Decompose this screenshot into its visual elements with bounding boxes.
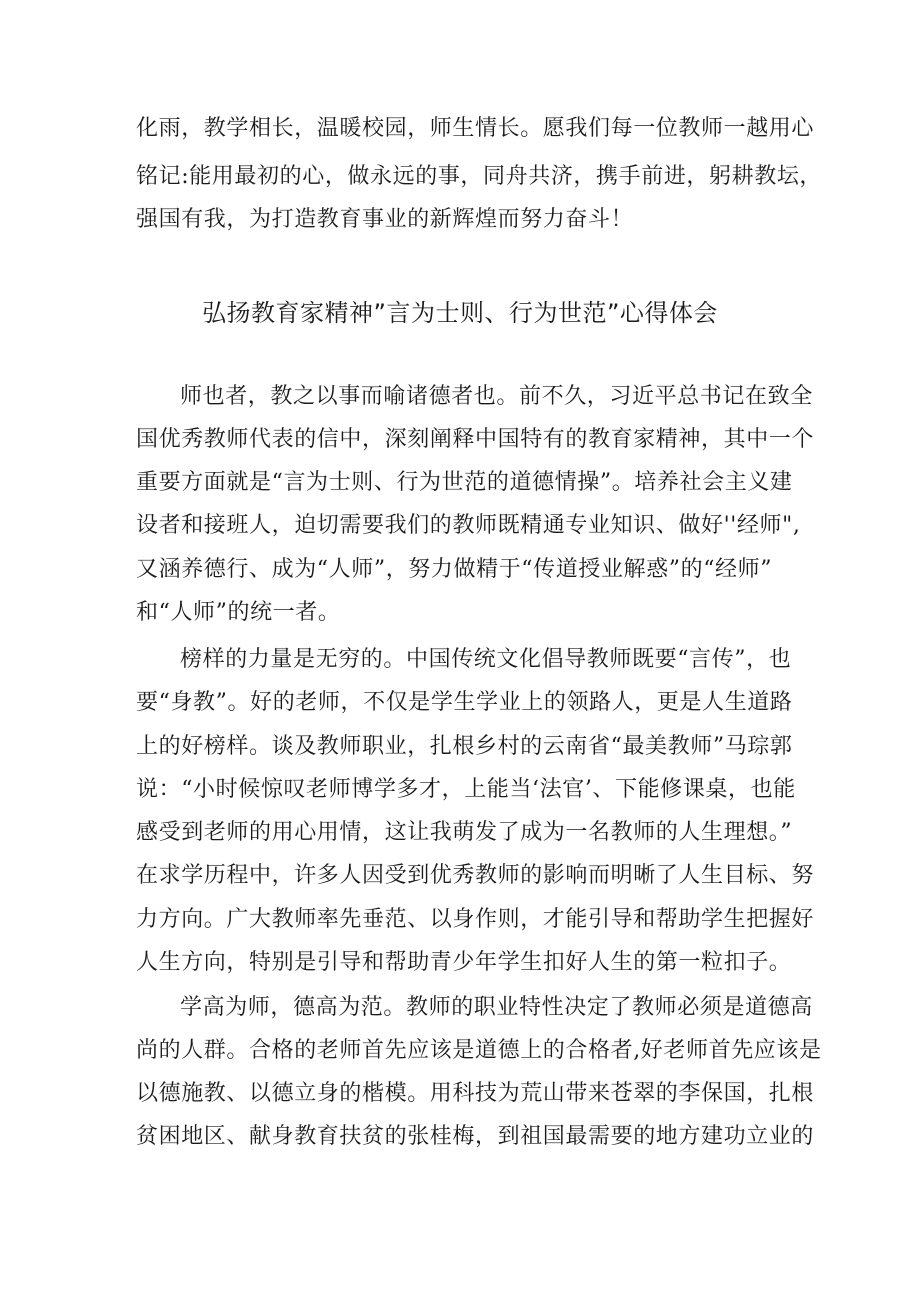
paragraph-1-line: 国优秀教师代表的信中，深刻阐释中国特有的教育家精神，其中一个 — [136, 427, 815, 452]
paragraph-1-line: 又涵养德行、成为“人师”，努力做精于“传道授业解惑”的“经师” — [136, 557, 773, 582]
paragraph-2-line: 要“身教”。好的老师，不仅是学生学业上的领路人，更是人生道路 — [136, 690, 793, 715]
paragraph-2-line: 上的好榜样。谈及教师职业，扎根乡村的云南省“最美教师”马琮郭 — [136, 734, 793, 759]
paragraph-2-line: 人生方向，特别是引导和帮助青少年学生扣好人生的第一粒扣子。 — [136, 950, 792, 975]
paragraph-3-line: 以德施教、以德立身的楷模。用科技为荒山带来苍翠的李保国，扎根 — [136, 1081, 815, 1106]
paragraph-2-line: 力方向。广大教师率先垂范、以身作则，才能引导和帮助学生把握好 — [136, 907, 815, 932]
prev-paragraph-line: 化雨，教学相长，温暖校园，师生情长。愿我们每一位教师一越用心 — [136, 116, 815, 141]
paragraph-2-line: 在求学历程中，许多人因受到优秀教师的影响而明晰了人生目标、努 — [136, 863, 815, 888]
paragraph-3-line: 学高为师，德高为范。教师的职业特性决定了教师必须是道德高 — [180, 995, 813, 1020]
paragraph-1-line: 和“人师”的统一者。 — [136, 600, 341, 625]
prev-paragraph-line: 铭记:能用最初的心，做永远的事，同舟共济，携手前进，躬耕教坛， — [136, 164, 823, 189]
paragraph-3-line: 尚的人群。合格的老师首先应该是道德上的合格者,好老师首先应该是 — [136, 1038, 822, 1063]
prev-paragraph-line: 强国有我，为打造教育事业的新辉煌而努力奋斗！ — [136, 207, 634, 232]
paragraph-2-line: 说：“小时候惊叹老师博学多才，上能当‘法官’、下能修课桌，也能 — [136, 777, 796, 802]
paragraph-1-line: 重要方面就是“言为士则、行为世范的道德情操”。培养社会主义建 — [136, 470, 793, 495]
paragraph-1-line: 师也者，教之以事而喻诸德者也。前不久，习近平总书记在致全 — [180, 384, 813, 409]
paragraph-2-line: 感受到老师的用心用情，这让我萌发了成为一名教师的人生理想。” — [136, 820, 793, 845]
paragraph-1-line: 设者和接班人，迫切需要我们的教师既精通专业知识、做好''经师", — [136, 513, 801, 538]
article-title: 弘扬教育家精神”言为士则、行为世范”心得体会 — [202, 299, 718, 327]
paragraph-3-line: 贫困地区、献身教育扶贫的张桂梅，到祖国最需要的地方建功立业的 — [136, 1124, 815, 1149]
paragraph-2-line: 榜样的力量是无穷的。中国传统文化倡导教师既要“言传”，也 — [180, 647, 792, 672]
